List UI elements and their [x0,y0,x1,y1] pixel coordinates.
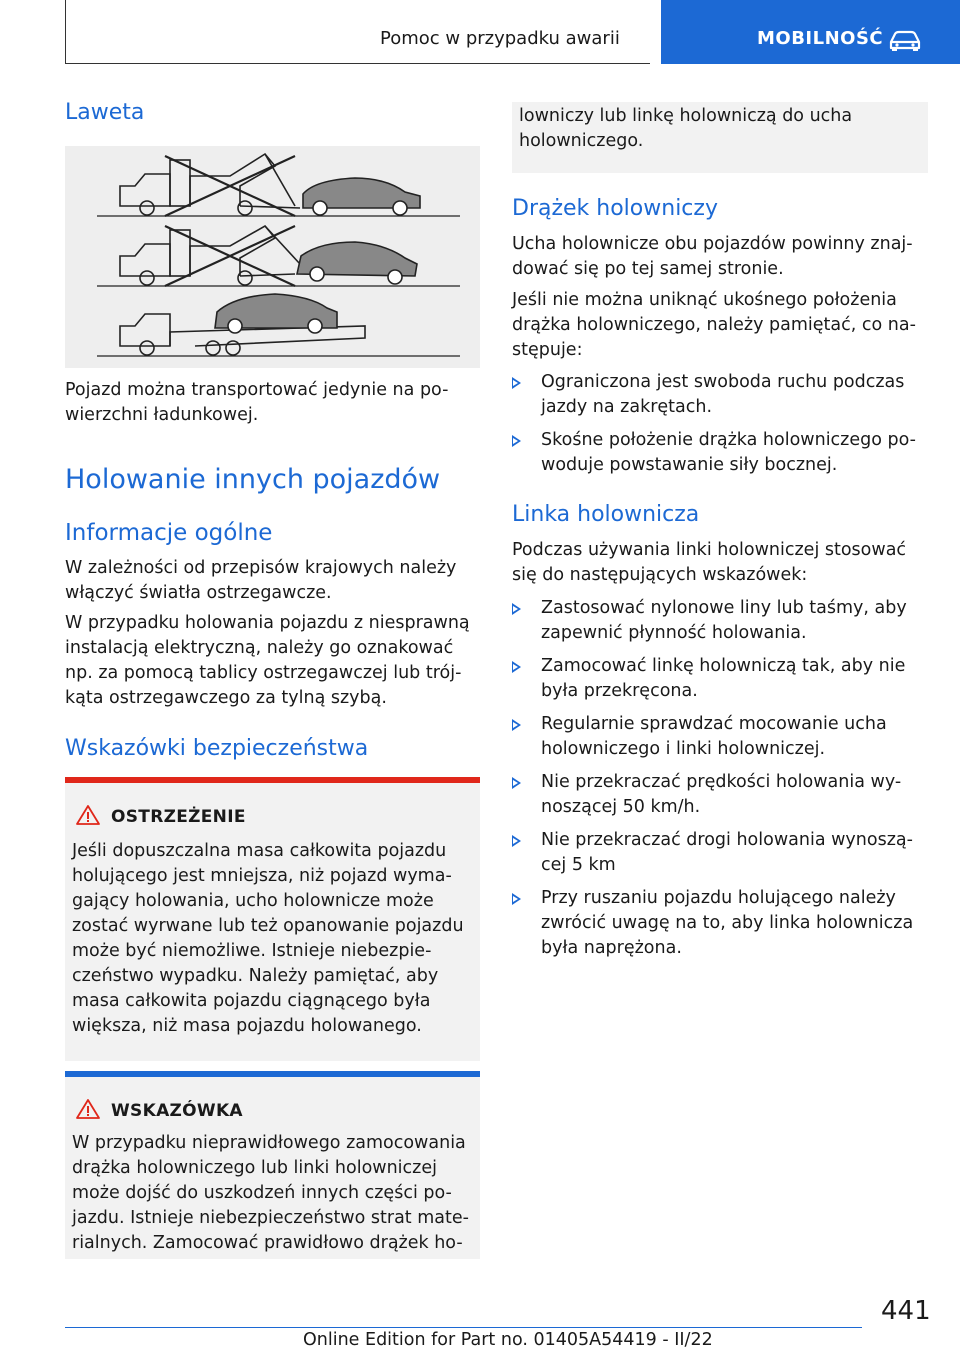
laweta-text: Pojazd można transportować jedynie na po-wierzchni ładunkowej. [65,380,449,425]
tow-rope-paragraph-1: Podczas używania linki holowniczej stosować się do następujących wskazówek: [512,540,907,585]
list-item-text: Skośne położenie drążka holowniczego po-woduje powstawanie siły bocznej. [541,430,916,475]
notice-triangle-icon [75,1098,101,1120]
page-number: 441 [881,1296,931,1326]
tow-bar-paragraph-1: Ucha holownicze obu pojazdów powinny znaj-dować się po tej samej stronie. [512,234,913,279]
notice-text: W przypadku nieprawidłowego zamocowania drążka holowniczego lub linki holowniczej może dojść do uszkodzeń innych części po-jazdu. Istnieje niebezpieczeństwo strat mate-rialnych. Zamocować prawidłowo drążek ho- [72,1133,469,1253]
notice-box [65,1071,480,1259]
header-section-title: Pomoc w przypadku awarii [380,28,620,49]
list-item [512,886,928,961]
general-info-paragraph-1: W zależności od przepisów krajowych należy włączyć światła ostrzegawcze. [65,558,457,603]
footer-edition: Online Edition for Part no. 01405A54419 - II/22 [303,1330,713,1350]
tow-bar-list [512,370,928,486]
list-item-text: Przy ruszaniu pojazdu holującego należy zwrócić uwagę na to, aby linka holownicza była naprężona. [541,888,914,958]
towing-heading: Holowanie innych pojazdów [65,464,441,495]
list-item-text: Zastosować nylonowe liny lub taśmy, aby zapewnić płynność holowania. [541,598,907,643]
general-info-paragraph-2: W przypadku holowania pojazdu z niesprawną instalacją elektryczną, należy go oznakować np. za pomocą tablicy ostrzegawczej lub trój-kąta ostrzegawczego za tylną szybą. [65,613,470,708]
warning-bar [65,777,480,783]
list-item [512,596,928,646]
list-item-text: Nie przekraczać drogi holowania wynoszą-cej 5 km [541,830,913,875]
bullet-arrow-icon [512,435,521,447]
bullet-arrow-icon [512,661,521,673]
tow-rope-heading: Linka holownicza [512,502,700,527]
bullet-arrow-icon [512,377,521,389]
notice-continuation-text: lowniczy lub linkę holowniczą do ucha holowniczego. [519,106,853,151]
header-divider-left [65,0,66,64]
safety-heading: Wskazówki bezpieczeństwa [65,736,369,761]
warning-triangle-icon [75,804,101,826]
list-item [512,370,928,420]
notice-continuation-box [512,102,928,173]
tow-rope-list [512,596,928,969]
warning-box [65,777,480,1061]
list-item-text: Regularnie sprawdzać mocowanie ucha holowniczego i linki holowniczej. [541,714,887,759]
bullet-arrow-icon [512,893,521,905]
header-chapter-tab [661,0,960,64]
list-item-text: Nie przekraczać prędkości holowania wy-noszącej 50 km/h. [541,772,902,817]
header-chapter-label: MOBILNOŚĆ [757,28,884,49]
towing-illustration [65,146,480,368]
tow-bar-heading: Drążek holowniczy [512,196,718,221]
tow-truck-illustration [65,146,480,368]
notice-title: WSKAZÓWKA [111,1101,243,1121]
notice-bar [65,1071,480,1077]
list-item-text: Zamocować linkę holowniczą tak, aby nie była przekręcona. [541,656,906,701]
bullet-arrow-icon [512,719,521,731]
warning-text: Jeśli dopuszczalna masa całkowita pojazdu holującego jest mniejsza, niż pojazd wyma-gający holowania, ucho holownicze może zostać wyrwane lub też opanowanie pojazdu może być niemożliwe. Istnieje niebezpie-czeństwo wypadku. Należy pamiętać, aby masa całkowita pojazdu ciągnącego była większa, niż masa pojazdu holowanego. [72,841,464,1036]
bullet-arrow-icon [512,835,521,847]
list-item [512,828,928,878]
list-item [512,654,928,704]
list-item [512,712,928,762]
general-info-heading: Informacje ogólne [65,520,273,546]
list-item [512,770,928,820]
list-item [512,428,928,478]
list-item-text: Ograniczona jest swoboda ruchu podczas jazdy na zakrętach. [541,372,905,417]
header-divider-bottom [65,63,650,64]
bullet-arrow-icon [512,777,521,789]
tow-bar-paragraph-2: Jeśli nie można uniknąć ukośnego położenia drążka holowniczego, należy pamiętać, co na-stępuje: [512,290,916,360]
laweta-heading: Laweta [65,100,145,125]
car-icon [887,28,923,52]
footer-divider [65,1327,862,1328]
bullet-arrow-icon [512,603,521,615]
warning-title: OSTRZEŻENIE [111,807,246,827]
